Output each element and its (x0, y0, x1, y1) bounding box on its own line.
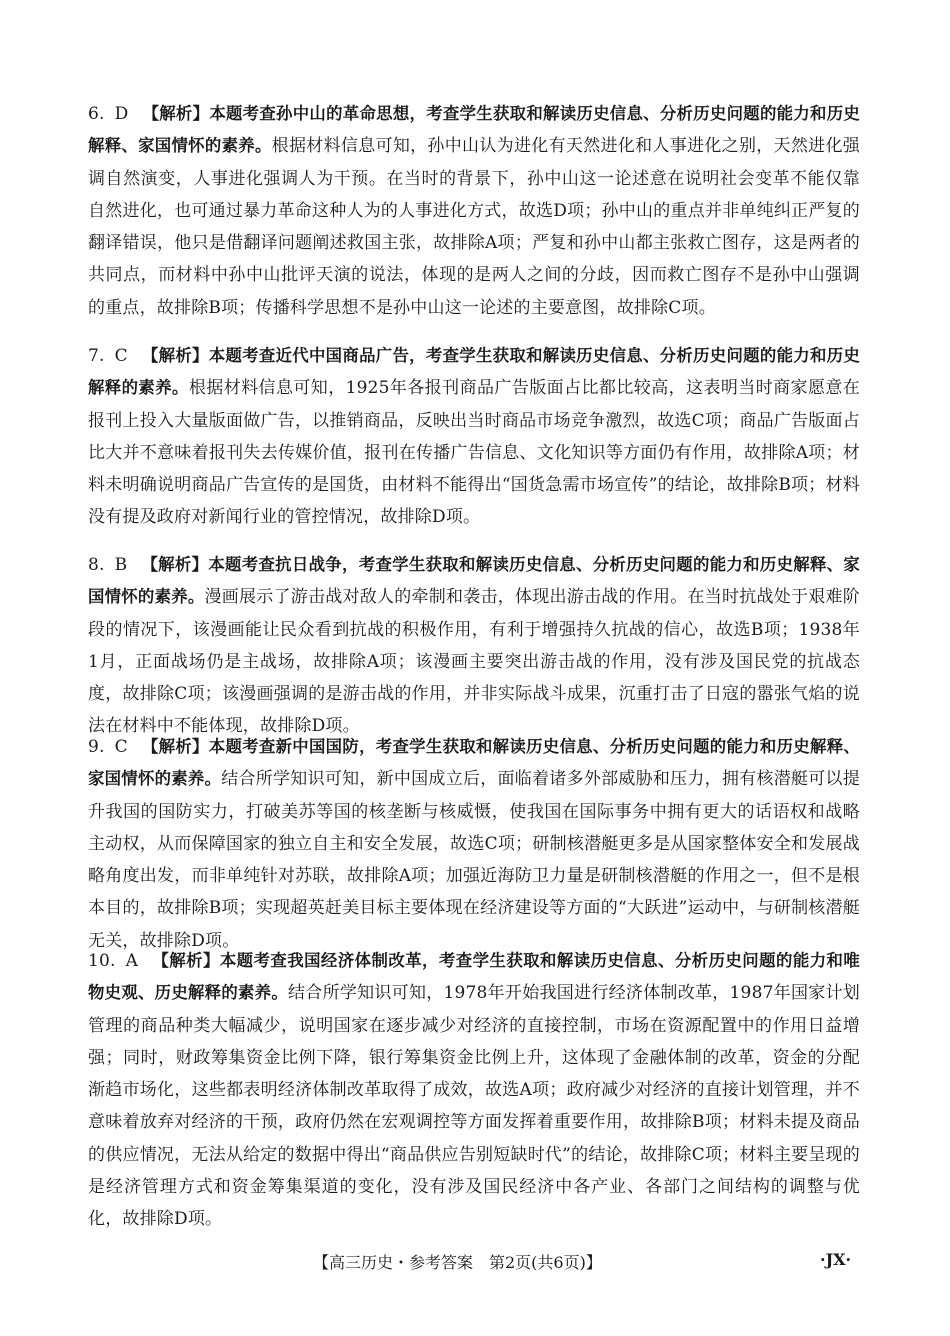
analysis-body: 漫画展示了游击战对敌人的牵制和袭击，体现出游击战的作用。在当时抗战处于艰难阶段的情况下，该漫画能让民众看到抗战的积极作用，有利于增强持久抗战的信心，故选B项；1938年1月，正面战场仍是主战场，故排除A项；该漫画主要突出游击战的作用，没有涉及国民党的抗战态度，故排除C项；该漫画强调的是游击战的作用，并非实际战斗成果，沉重打击了日寇的嚣张气焰的说法在材料中不能体现，故排除D项。 (88, 587, 860, 737)
item-number: 6. (88, 104, 105, 124)
analysis-lead: 本题考查抗日战争，考查学生获取和解读历史信息、分析历史问题的能力和历史解释、家国情怀的素养。 (88, 555, 860, 607)
footer-region-code: ·JX· (820, 1250, 852, 1269)
item-number: 10. (88, 951, 116, 971)
answer-item-9 (88, 731, 860, 957)
answer-item-6 (88, 98, 860, 324)
analysis-body: 结合所学知识可知，1978年开始我国进行经济体制改革，1987年国家计划管理的商品种类大幅减少，说明国家在逐步减少对经济的直接控制，市场在资源配置中的作用日益增强；同时，财政筹集资金比例下降，银行筹集资金比例上升，这体现了金融体制的改革，资金的分配渐趋市场化，这些都表明经济体制改革取得了成效，故选A项；政府减少对经济的直接计划管理，并不意味着放弃对经济的干预，政府仍然在宏观调控等方面发挥着重要作用，故排除B项；材料未提及商品的供应情况，无法从给定的数据中得出“商品供应告别短缺时代”的结论，故排除C项；材料主要呈现的是经济管理方式和资金筹集渠道的变化，没有涉及国民经济中各产业、各部门之间结构的调整与优化，故排除D项。 (88, 983, 860, 1230)
analysis-tag: 【解析】 (152, 951, 220, 970)
item-answer: C (114, 737, 128, 757)
item-number: 9. (88, 737, 105, 757)
analysis-lead: 本题考查我国经济体制改革，考查学生获取和解读历史信息、分析历史问题的能力和唯物史观、历史解释的素养。 (88, 951, 860, 1003)
item-answer: B (114, 555, 128, 575)
answer-item-10 (88, 945, 860, 1236)
item-number: 8. (88, 555, 105, 575)
item-answer: D (114, 104, 129, 124)
item-answer: A (125, 951, 139, 971)
answer-item-7 (88, 340, 860, 534)
analysis-body: 根据材料信息可知，孙中山认为进化有天然进化和人事进化之别，天然进化强调自然演变，人事进化强调人为干预。在当时的背景下，孙中山这一论述意在说明社会变革不能仅靠自然进化，也可通过暴力革命这种人为的人事进化方式，故选D项；孙中山的重点并非单纯纠正严复的翻译错误，他只是借翻译问题阐述救国主张，故排除A项；严复和孙中山都主张救亡图存，这是两者的共同点，而材料中孙中山批评天演的说法，体现的是两人之间的分歧，因而救亡图存不是孙中山强调的重点，故排除B项；传播科学思想不是孙中山这一论述的主要意图，故排除C项。 (88, 136, 860, 318)
analysis-body: 根据材料信息可知，1925年各报刊商品广告版面占比都比较高，这表明当时商家愿意在报刊上投入大量版面做广告，以推销商品，反映出当时商品市场竞争激烈，故选C项；商品广告版面占比大并不意味着报刊失去传媒价值，报刊在传播广告信息、文化知识等方面仍有作用，故排除A项；材料未明确说明商品广告宣传的是国货，由材料不能得出“国货急需市场宣传”的结论，故排除B项；材料没有提及政府对新闻行业的管控情况，故排除D项。 (88, 378, 860, 528)
answer-item-8 (88, 549, 860, 743)
analysis-tag: 【解析】 (141, 346, 209, 365)
analysis-lead: 本题考查新中国国防，考查学生获取和解读历史信息、分析历史问题的能力和历史解释、家国情怀的素养。 (88, 737, 860, 789)
analysis-body: 结合所学知识可知，新中国成立后，面临着诸多外部威胁和压力，拥有核潜艇可以提升我国的国防实力，打破美苏等国的核垄断与核威慑，使我国在国际事务中拥有更大的话语权和战略主动权，从而保障国家的独立自主和安全发展，故选C项；研制核潜艇更多是从国家整体安全和发展战略角度出发，而非单纯针对苏联，故排除A项；加强近海防卫力量是研制核潜艇的作用之一，但不是根本目的，故排除B项；实现超英赶美目标主要体现在经济建设等方面的“大跃进”运动中，与研制核潜艇无关，故排除D项。 (88, 769, 860, 951)
analysis-tag: 【解析】 (142, 104, 210, 123)
analysis-tag: 【解析】 (141, 737, 209, 756)
analysis-tag: 【解析】 (141, 555, 209, 574)
footer-page-info: 【高三历史・参考答案 第2页(共6页)】 (313, 1253, 602, 1272)
analysis-lead: 本题考查近代中国商品广告，考查学生获取和解读历史信息、分析历史问题的能力和历史解释的素养。 (88, 346, 860, 398)
analysis-lead: 本题考查孙中山的革命思想，考查学生获取和解读历史信息、分析历史问题的能力和历史解释、家国情怀的素养。 (88, 104, 860, 156)
item-answer: C (114, 346, 128, 366)
item-number: 7. (88, 346, 105, 366)
